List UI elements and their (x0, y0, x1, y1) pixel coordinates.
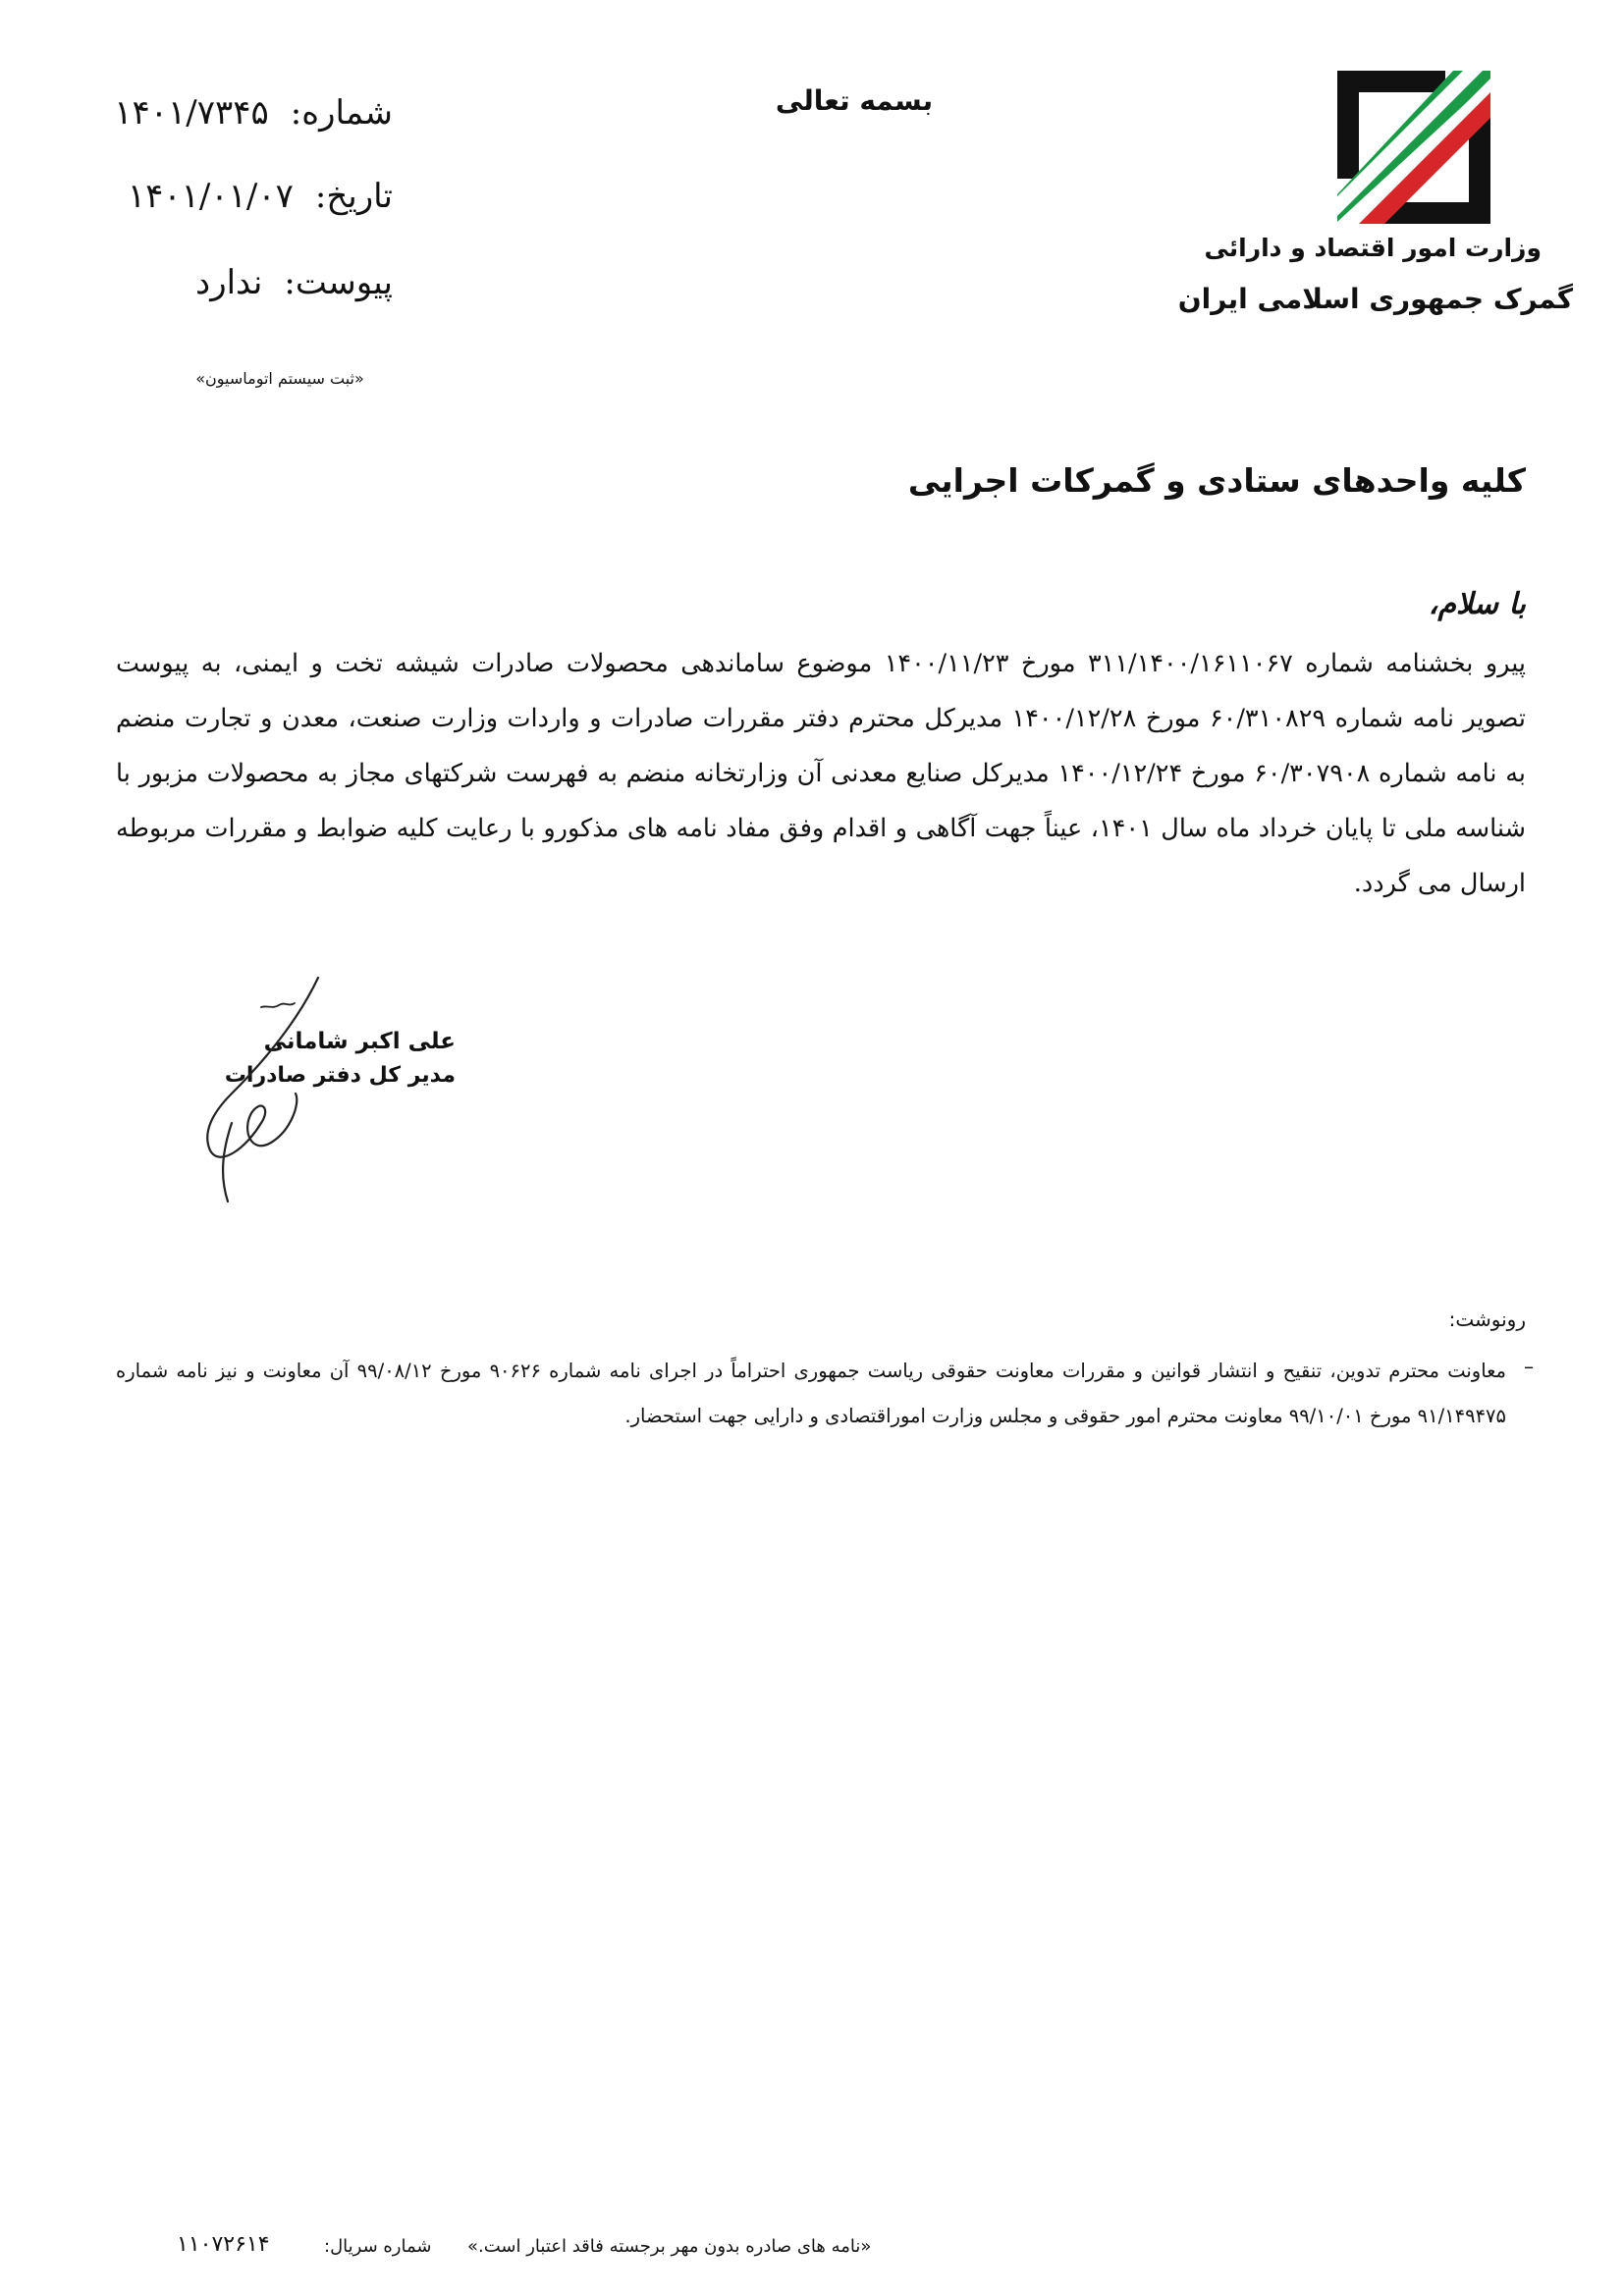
letter-date-row (128, 177, 393, 216)
cc-text: معاونت محترم تدوین، تنقیح و انتشار قوانین و مقررات معاونت حقوقی ریاست جمهوری احتراماً در اجرای نامه شماره ۹۰۶۲۶ مورخ ۹۹/۰۸/۱۲ آن معاونت و نیز نامه شماره ۹۱/۱۴۹۴۷۵ مورخ ۹۹/۱۰/۰۱ معاونت محترم امور حقوقی و مجلس وزارت اموراقتصادی و دارایی جهت استحضار. (116, 1360, 1506, 1427)
addressee-line: کلیه واحدهای ستادی و گمرکات اجرایی (907, 461, 1526, 500)
handwritten-signature-icon (192, 976, 340, 1211)
cc-label: رونوشت: (1448, 1308, 1526, 1331)
validity-note: «نامه های صادره بدون مهر برجسته فاقد اعتبار است.» (467, 2236, 872, 2257)
attachment-row (195, 263, 393, 302)
letter-number-row (114, 93, 393, 133)
serial-label: شماره سریال: (324, 2236, 432, 2257)
signatory-title: مدیر کل دفتر صادرات (224, 1063, 456, 1088)
greeting-line: با سلام، (1428, 587, 1526, 621)
letter-date-value: ۱۴۰۱/۰۱/۰۷ (127, 177, 294, 216)
organization-name: گمرک جمهوری اسلامی ایران (1177, 283, 1573, 315)
letter-number-value: ۱۴۰۱/۷۳۴۵ (114, 93, 269, 133)
cc-bullet: – (1524, 1355, 1534, 1378)
bismillah-heading: بسمه تعالی (775, 84, 934, 117)
letter-number-label: شماره: (290, 93, 393, 133)
automation-note: «ثبت سیستم اتوماسیون» (195, 369, 364, 388)
customs-logo-icon (1337, 71, 1490, 224)
serial-value: ۱۱۰۷۲۶۱۴ (177, 2232, 270, 2257)
ministry-name: وزارت امور اقتصاد و دارائی (1204, 234, 1542, 262)
letter-body: پیرو بخشنامه شماره ۳۱۱/۱۴۰۰/۱۶۱۱۰۶۷ مورخ ۱۴۰۰/۱۱/۲۳ موضوع ساماندهی محصولات صادرات شیشه تخت و ایمنی، به پیوست تصویر نامه شماره ۶۰/۳۱۰۸۲۹ مورخ ۱۴۰۰/۱۲/۲۸ مدیرکل محترم دفتر مقررات صادرات و واردات وزارت صنعت، معدن و تجارت منضم به نامه شماره ۶۰/۳۰۷۹۰۸ مورخ ۱۴۰۰/۱۲/۲۴ مدیرکل صنایع معدنی آن وزارتخانه منضم به فهرست شرکتهای مجاز به محصولات مزبور با شناسه ملی تا پایان خرداد ماه سال ۱۴۰۱، عیناً جهت آگاهی و اقدام وفق مفاد نامه های مذکورو با رعایت کلیه ضوابط و مقررات مربوطه ارسال می گردد. (116, 649, 1526, 898)
signatory-name: علی اکبر شامانی (263, 1029, 456, 1054)
letter-date-label: تاریخ: (314, 177, 393, 216)
attachment-value: ندارد (195, 263, 263, 302)
attachment-label: پیوست: (284, 263, 393, 302)
